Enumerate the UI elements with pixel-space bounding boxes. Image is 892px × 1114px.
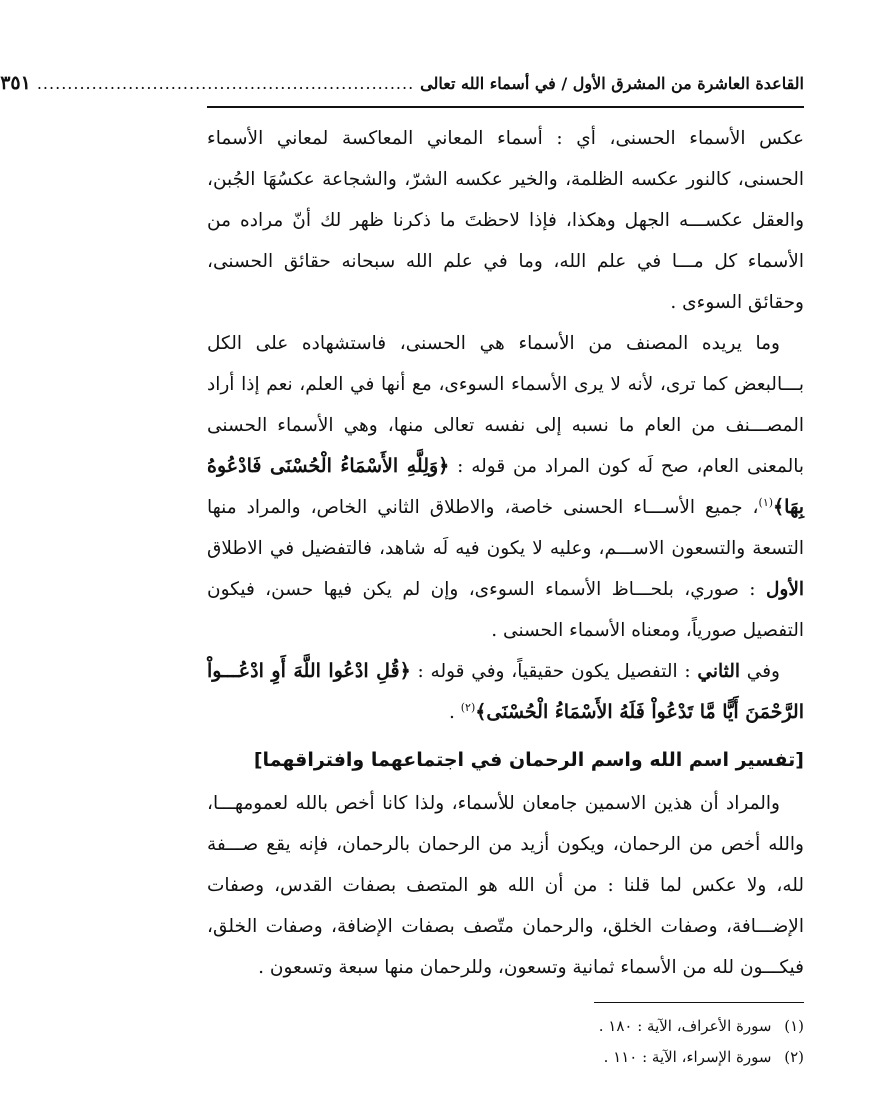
body-text	[207, 118, 804, 988]
footnotes	[207, 1011, 804, 1073]
footnote-ref-2[interactable]: (٢)	[460, 700, 476, 714]
paragraph-2	[207, 323, 804, 651]
quran-quote-2: ﴿قُلِ ادْعُوا اللَّهَ أَوِ ادْعُـــواْ الرَّحْمَنَ أَيًّا مَّا تَدْعُواْ فَلَهُ الأَسْمَاءُ الْحُسْنَى﴾	[207, 660, 804, 723]
quran-quote-1: ﴿وَلِلَّهِ الأَسْمَاءُ الْحُسْنَى فَادْعُوهُ بِهَا﴾	[207, 455, 804, 518]
paragraph-3-bold-word: الثاني	[697, 661, 740, 682]
paragraph-3-after: .	[448, 702, 455, 723]
footnote-2-number: (٢)	[784, 1048, 804, 1066]
running-header	[0, 72, 804, 108]
paragraph-4	[207, 783, 804, 988]
paragraph-1-text: عكس الأسماء الحسنى، أي : أسماء المعاني المعاكسة لمعاني الأسماء الحسنى، كالنور عكسه الظلمة، والخير عكسه الشرّ، والشجاعة عكسُهَا الجُبن، والعقل عكســـه الجهل وهكذا، فإذا لاحظتَ ما ذكرنا ظهر لك أنّ مراده من الأسماء كل مـــا في علم الله، وما في علم الله سبحانه حقائق الحسنى، وحقائق السوءى .	[207, 128, 804, 313]
paragraph-3	[207, 651, 804, 733]
page-number: ٣٥١	[0, 72, 31, 94]
footnote-1	[207, 1011, 804, 1042]
header-title: القاعدة العاشرة من المشرق الأول / في أسماء الله تعالى	[420, 74, 804, 93]
footnote-1-text: سورة الأعراف، الآية : ١٨٠ .	[598, 1017, 772, 1035]
paragraph-3-lead: وفي	[746, 661, 780, 682]
paragraph-3-before-quote: : التفصيل يكون حقيقياً، وفي قوله :	[417, 661, 691, 682]
paragraph-4-text: والمراد أن هذين الاسمين جامعان للأسماء، ولذا كانا أخص بالله لعمومهـــا، والله أخص من الرحمان، ويكون أزيد من الرحمان بالرحمان، فإنه يقع صـــفة لله، ولا عكس لما قلنا : من أن الله هو المتصف بصفات القدس، وصفات الإضـــافة، وصفات الخلق، والرحمان متّصف بصفات الإضافة، وصفات الخلق، فيكـــون لله من الأسماء ثمانية وتسعون، وللرحمان منها سبعة وتسعون .	[207, 793, 804, 978]
footnote-separator	[594, 1002, 804, 1003]
paragraph-2-before-quote: وما يريده المصنف من الأسماء هي الحسنى، فاستشهاده على الكل بـــالبعض كما ترى، لأنه لا يرى الأسماء السوءى، مع أنها في العلم، نعم إذا أراد المصـــنف من العام ما نسبه إلى نفسه تعالى منها، وهي الأسماء الحسنى بالمعنى العام، صح لَه كون المراد من قوله :	[207, 333, 805, 477]
book-page	[0, 72, 805, 1073]
paragraph-1	[207, 118, 804, 323]
footnote-ref-1[interactable]: (١)	[758, 495, 774, 509]
footnote-2-text: سورة الإسراء، الآية : ١١٠ .	[603, 1048, 772, 1066]
footnote-2	[207, 1042, 804, 1073]
paragraph-2-bold-word: الأول	[765, 579, 805, 600]
paragraph-2-after: : صوري، بلحـــاظ الأسماء السوءى، وإن لم يكن فيها حسن، فيكون التفصيل صورياً، ومعناه الأسماء الحسنى .	[207, 579, 804, 641]
footnote-1-number: (١)	[784, 1017, 804, 1035]
header-dot-leader: ..............................................................	[36, 74, 415, 93]
section-heading: [تفسير اسم الله واسم الرحمان في اجتماعهما وافتراقهما]	[253, 749, 804, 771]
paragraph-2-mid: ، جميع الأســـاء الحسنى خاصة، والاطلاق الثاني الخاص، والمراد منها التسعة والتسعون الاســـم، وعليه لا يكون فيه لَه شاهد، فالتفضيل في الاطلاق	[207, 497, 804, 559]
